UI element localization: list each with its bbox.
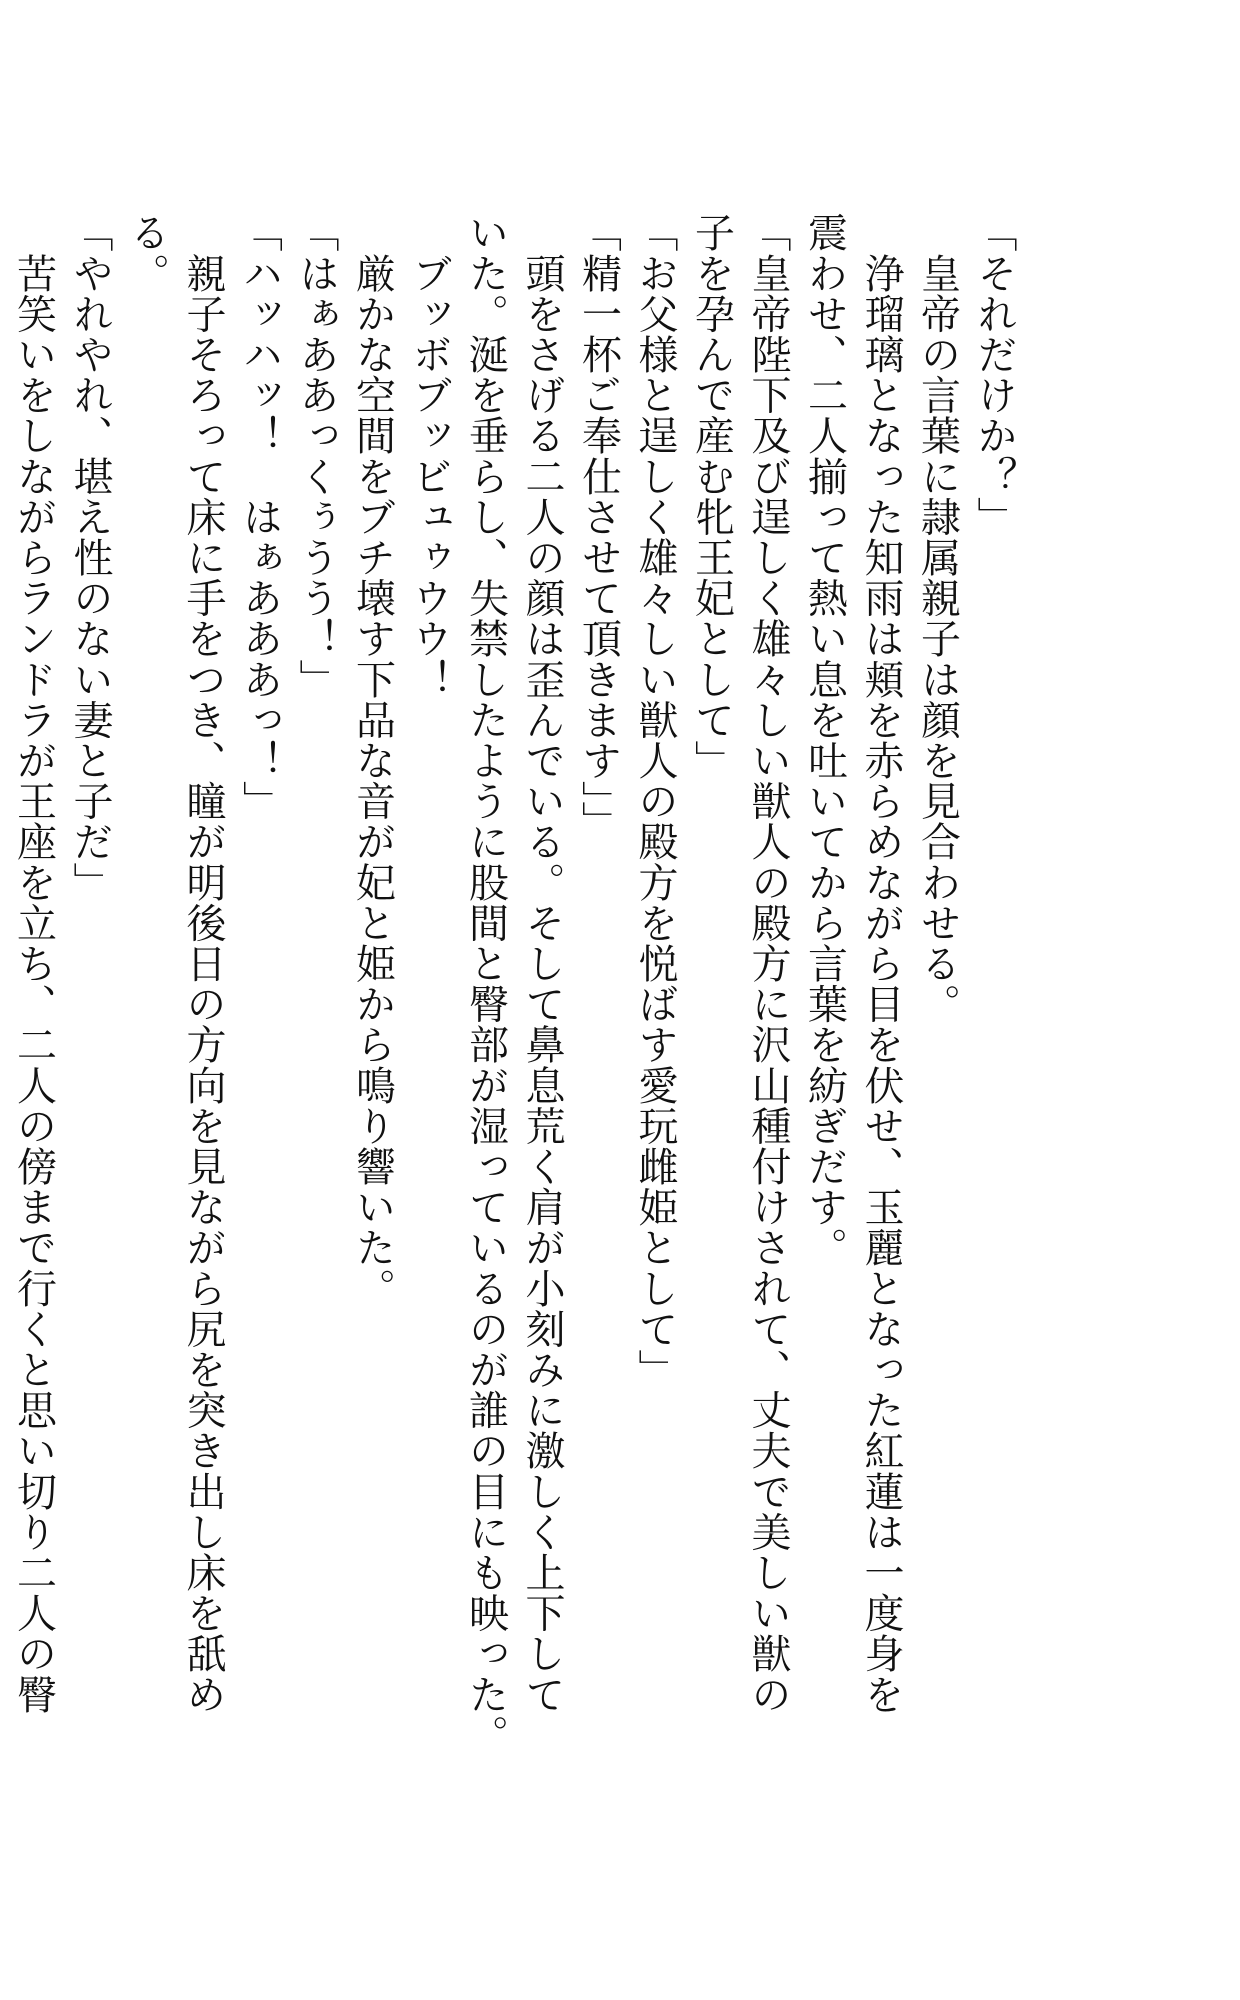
text-line: 「それだけか？」 [971,212,1017,537]
vertical-text-body [0,212,1022,1755]
text-line: 震わせ、二人揃って熱い息を吐いてから言葉を紡ぎだす。 [801,212,848,1268]
text-line: 苦笑いをしながらランドラが王座を立ち、二人の傍まで行くと思い切り二人の臀 [10,212,57,1715]
text-line: 頭をさげる二人の顔は歪んでいる。そして鼻息荒く肩が小刻みに激しく上下して [519,212,565,1715]
text-line: 「やれやれ、堪え性のない妻と子だ」 [67,212,113,903]
text-line: 厳かな空間をブチ壊す下品な音が妃と姫から鳴り響いた。 [349,212,396,1309]
text-line: 皇帝の言葉に隷属親子は顔を見合わせる。 [914,212,961,1024]
text-line: ブッボブッビュゥウウ！ [406,212,452,700]
text-line: 「はぁああっくぅうう！」 [293,212,339,700]
text-line: 「お父様と逞しく雄々しい獣人の殿方を悦ばす愛玩雌姫として」 [632,212,678,1390]
text-line: 親子そろって床に手をつき、瞳が明後日の方向を見ながら尻を突き出し床を舐め [180,212,226,1715]
text-line: 浄瑠璃となった知雨は頬を赤らめながら目を伏せ、玉麗となった紅蓮は一度身を [858,212,904,1715]
text-line: 子を孕んで産む牝王妃として」 [688,212,735,781]
text-line: 「精一杯ご奉仕させて頂きます」」 [575,212,622,842]
text-line: る。 [123,212,170,294]
text-line: 「ハッハッ！ はぁあああっ！」 [236,212,283,821]
text-line: いた。涎を垂らし、失禁したように股間と臀部が湿っているのが誰の目にも映った。 [462,212,509,1755]
text-line: 「皇帝陛下及び逞しく雄々しい獣人の殿方に沢山種付けされて、丈夫で美しい獣の [745,212,791,1715]
